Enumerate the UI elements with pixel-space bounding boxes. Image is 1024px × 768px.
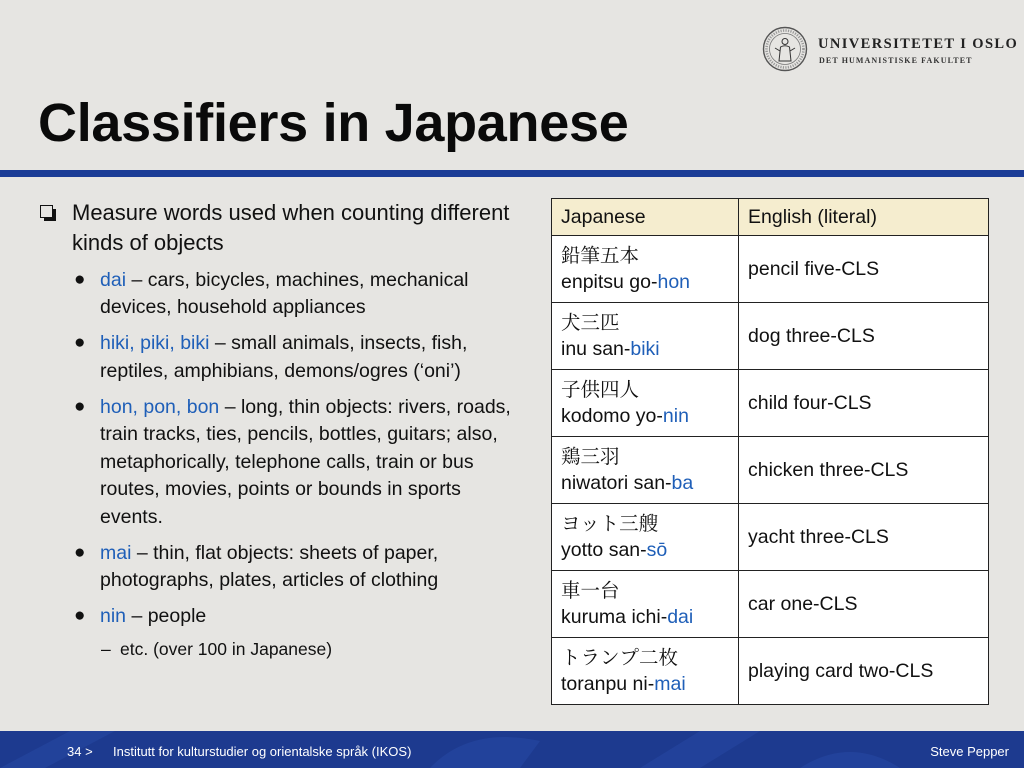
list-item [38, 394, 518, 532]
japanese-cell [552, 236, 739, 303]
footer-author: Steve Pepper [930, 744, 1009, 759]
classifier-term: dai [100, 268, 127, 291]
romaji-text: toranpu ni- [561, 673, 655, 695]
list-item [38, 603, 518, 631]
table-header-row [552, 199, 989, 236]
english-cell: chicken three-CLS [739, 437, 989, 504]
table-row [552, 504, 989, 571]
english-cell: child four-CLS [739, 370, 989, 437]
japanese-cell [552, 504, 739, 571]
japanese-cell [552, 437, 739, 504]
english-cell: playing card two-CLS [739, 638, 989, 705]
university-seal-icon [762, 26, 808, 72]
dash-bullet: – [101, 638, 111, 659]
japanese-cell [552, 571, 739, 638]
bullet-dot-icon: ● [74, 268, 86, 290]
classifier-description: – thin, flat objects: sheets of paper, photographs, plates, articles of clothing [100, 541, 439, 591]
faculty-name: DET HUMANISTISKE FAKULTET [819, 56, 973, 65]
romaji-text: kuruma ichi- [561, 606, 668, 628]
bullet-list [38, 198, 518, 661]
japanese-cell [552, 638, 739, 705]
romaji-text: kodomo yo- [561, 405, 663, 427]
romaji-text: inu san- [561, 338, 631, 360]
table-row [552, 303, 989, 370]
english-cell: dog three-CLS [739, 303, 989, 370]
classifier-highlight: biki [630, 338, 660, 360]
sub-note-text: etc. (over 100 in Japanese) [120, 638, 333, 659]
footer-institute: Institutt for kulturstudier og orientalske språk (IKOS) [113, 744, 412, 759]
list-item [38, 267, 518, 322]
english-cell: car one-CLS [739, 571, 989, 638]
checkbox-bullet-icon [40, 205, 53, 218]
romaji-text: niwatori san- [561, 472, 672, 494]
classifier-description: – long, thin objects: rivers, roads, train tracks, ties, pencils, bottles, guitars; also, metaphorically, telephone calls, train or bus routes, movies, points or bounds in sports events. [100, 395, 511, 528]
kanji-text: トランプ二枚 [561, 646, 679, 669]
bullet-dot-icon: ● [74, 395, 86, 417]
footer-bar [0, 731, 1024, 768]
table-row [552, 370, 989, 437]
main-bullet-text: Measure words used when counting different kinds of objects [72, 200, 510, 255]
kanji-text: 鉛筆五本 [561, 244, 640, 267]
classifier-highlight: mai [654, 673, 686, 695]
classifier-highlight: dai [667, 606, 694, 628]
table-row [552, 638, 989, 705]
bullet-dot-icon: ● [74, 541, 86, 563]
classifier-term: mai [100, 541, 132, 564]
bullet-dot-icon: ● [74, 605, 86, 626]
classifier-highlight: hon [657, 271, 691, 293]
title-divider [0, 170, 1024, 177]
list-item [38, 540, 518, 595]
classifier-table [551, 198, 989, 705]
kanji-text: 車一台 [561, 579, 620, 602]
japanese-cell [552, 303, 739, 370]
column-header-english: English (literal) [739, 199, 989, 236]
classifier-description: – small animals, insects, fish, reptiles, amphibians, demons/ogres (‘oni’) [100, 332, 468, 382]
classifier-highlight: sō [646, 539, 668, 561]
classifier-term: hiki, piki, biki [100, 332, 210, 354]
romaji-text: yotto san- [561, 539, 647, 561]
classifier-description: – cars, bicycles, machines, mechanical devices, household appliances [100, 268, 469, 318]
kanji-text: 鶏三羽 [561, 445, 620, 468]
japanese-cell [552, 370, 739, 437]
university-name: UNIVERSITETET I OSLO [818, 36, 1019, 52]
kanji-text: ヨット三艘 [561, 512, 659, 535]
english-cell: pencil five-CLS [739, 236, 989, 303]
kanji-text: 犬三匹 [561, 311, 620, 334]
slide-title: Classifiers in Japanese [38, 93, 629, 153]
main-bullet [38, 198, 518, 258]
bullet-dot-icon: ● [74, 332, 86, 353]
english-cell: yacht three-CLS [739, 504, 989, 571]
list-item [38, 330, 518, 385]
sub-note [38, 637, 518, 661]
page-number: 34 > [67, 744, 93, 759]
classifier-term: hon, pon, bon [100, 395, 220, 418]
kanji-text: 子供四人 [561, 378, 640, 401]
classifier-highlight: ba [671, 472, 694, 494]
classifier-description: – people [126, 605, 207, 627]
table-row [552, 571, 989, 638]
table-row [552, 437, 989, 504]
column-header-japanese: Japanese [552, 199, 739, 236]
classifier-term: nin [100, 605, 127, 627]
classifier-highlight: nin [662, 405, 689, 427]
table-row [552, 236, 989, 303]
romaji-text: enpitsu go- [561, 271, 658, 293]
